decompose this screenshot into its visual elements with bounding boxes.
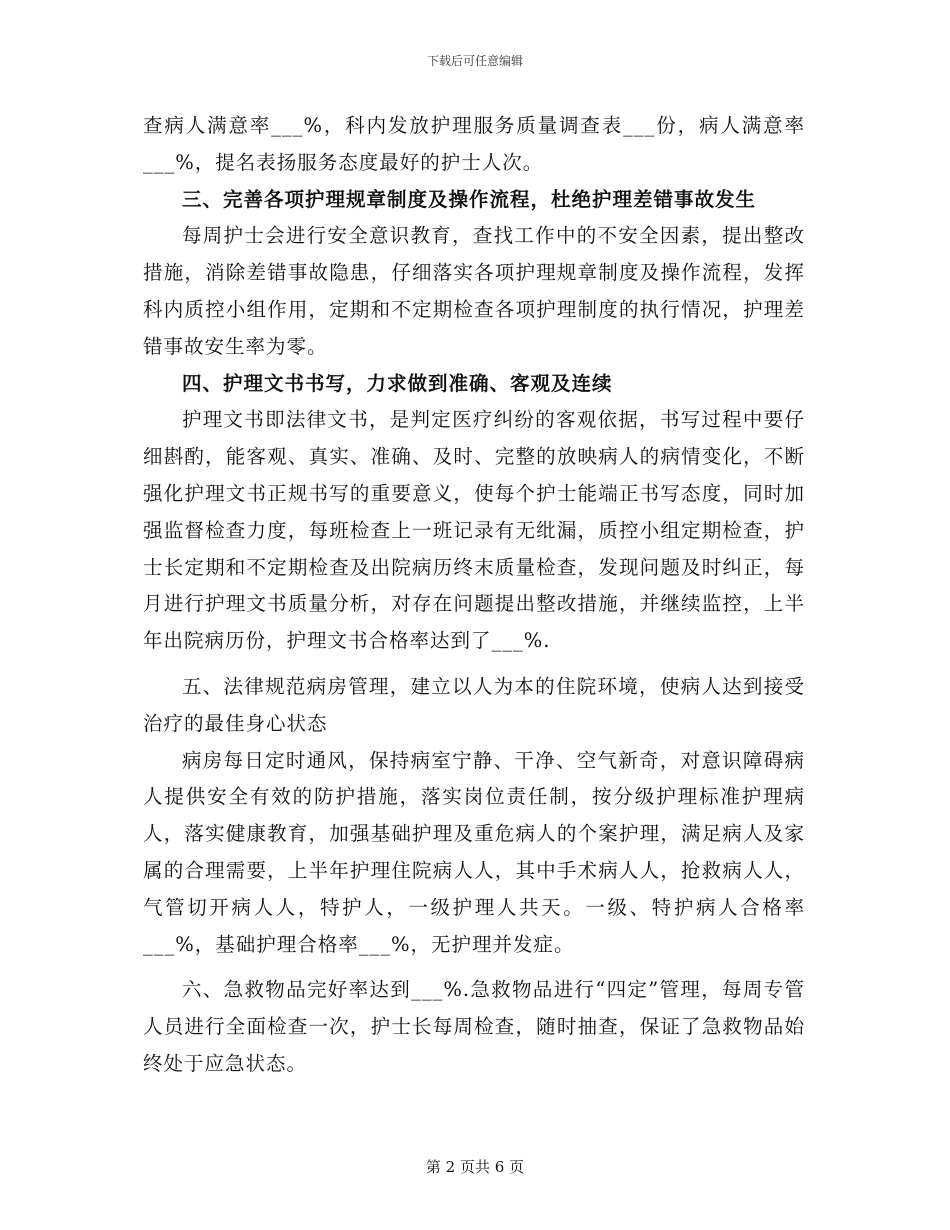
paragraph-documents: 护理文书即法律文书，是判定医疗纠纷的客观依据，书写过程中要仔细斟酌，能客观、真实、准确、及时、完整的放映病人的病情变化，不断强化护理文书正规书写的重要意义，使每个护士能端正书写态度，同时加强监督检查力度，每班检查上一班记录有无纰漏，质控小组定期检查，护士长定期和不定期检查及出院病历终末质量检查，发现问题及时纠正，每月进行护理文书质量分析，对存在问题提出整改措施，并继续监控，上半年出院病历份，护理文书合格率达到了___%. [143, 408, 805, 653]
paragraph-emergency: 六、急救物品完好率达到___%.急救物品进行“四定”管理，每周专管人员进行全面检查一次，护士长每周检查，随时抽查，保证了急救物品始终处于应急状态。 [143, 978, 805, 1075]
section-heading-3: 三、完善各项护理规章制度及操作流程，杜绝护理差错事故发生 [182, 187, 757, 211]
page-footer: 第 2 页共 6 页 [425, 1158, 525, 1176]
paragraph-safety: 每周护士会进行安全意识教育，查找工作中的不安全因素，提出整改措施，消除差错事故隐患，仔细落实各项护理规章制度及操作流程，发挥科内质控小组作用，定期和不定期检查各项护理制度的执行情况，护理差错事故安生率为零。 [143, 224, 805, 358]
page-header: 下载后可任意编辑 [426, 54, 523, 68]
section-heading-5: 五、法律规范病房管理，建立以人为本的住院环境，使病人达到接受治疗的最佳身心状态 [143, 674, 805, 735]
section-heading-4: 四、护理文书书写，力求做到准确、客观及连续 [182, 371, 613, 395]
document-body [143, 108, 805, 1083]
paragraph-ward: 病房每日定时通风，保持病室宁静、干净、空气新奇，对意识障碍病人提供安全有效的防护措施，落实岗位责任制，按分级护理标准护理病人，落实健康教育，加强基础护理及重危病人的个案护理，满足病人及家属的合理需要，上半年护理住院病人人，其中手术病人人，抢救病人人，气管切开病人人，特护人，一级护理人共天。一级、特护病人合格率___%，基础护理合格率___%，无护理并发症。 [143, 748, 805, 956]
paragraph-satisfaction: 查病人满意率___%，科内发放护理服务质量调查表___份，病人满意率___%，提名表扬服务态度最好的护士人次。 [143, 114, 805, 174]
